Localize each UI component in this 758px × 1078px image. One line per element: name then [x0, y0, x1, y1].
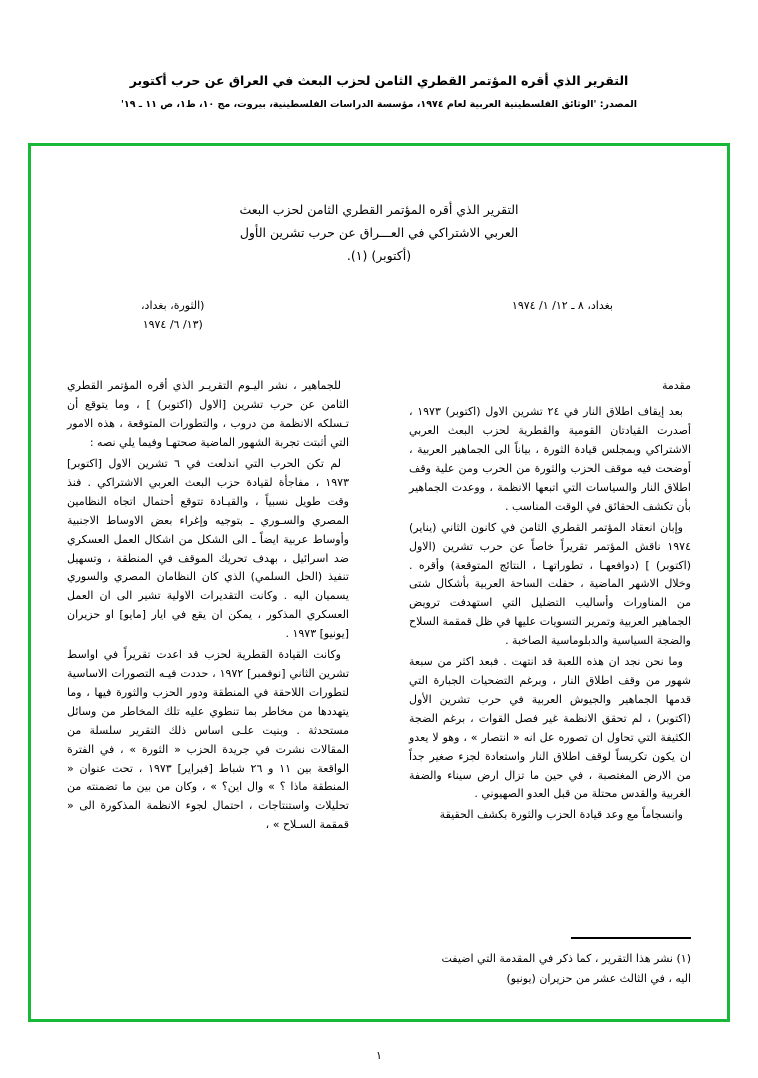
article-title-line-2: العربي الاشتراكي في العـــراق عن حرب تشرين الأول [239, 225, 519, 241]
byline-line-2: (١٣/ ٦/ ١٩٧٤ [142, 318, 203, 332]
article-title [229, 198, 529, 267]
frame-content [31, 146, 727, 1019]
paragraph: لم تكن الحرب التي اندلعت في ٦ تشرين الاول [اكتوبر] ١٩٧٣ ، مفاجأة لقيادة حزب البعث العربي الاشتراكي . فنذ وقت طويل نسبياً ، والقيـادة تتوقع أحتمال اتجاه النظامين المصري والسـوري ـ بتوجيه وإغراء بعض الاوساط الاجنبية وأوساط عربية ايضاً ـ الى الشكل من اشكال العمل العسكري ضد اسرائيل ، بهدف تحريك الموقف في المنطقة ، وتسهيل تنفيذ (الحل السلمي) الذي كان النظامان المصري والسوري يسميان اليه . وكانت التقديرات الاولية تشير الى ان العمل العسكري المذكور ، يمكن ان يقع في ايار [مايو] او حزيران [يونيو] ١٩٧٣ . [67, 457, 349, 641]
article-place-date: بغداد، ٨ ـ ١٢/ ١/ ١٩٧٤ [511, 299, 613, 313]
document-header [0, 72, 758, 111]
byline-line-1: (الثورة، بغداد، [141, 299, 205, 313]
column-right [409, 377, 691, 837]
paragraph: وكانت القيادة القطرية لحزب قد اعدت تقريراً في اواسط تشرين الثاني [نوفمبر] ١٩٧٢ ، حددت فيـه التصورات الاساسية لتطورات اللاحقة في المنطقة ودور الحزب والثورة فيها ، وما يتهددها من مخاطر بما تنطوي عليه تلك المخاطر من وسائل مستحدثة . وبنيت علـى اساس ذلك التقرير سلسلة من المقالات نشرت في جريدة الحزب « الثورة » ، في الفترة الواقعة بين ١١ و ٢٦ شباط [فبراير] ١٩٧٣ ، تحت عنوان « المنطقة ماذا ؟ » وال اين؟ » ، وكان من بين ما تضمنته من تحليلات واستنتاجات ، احتمال لجوء الانظمة المذكورة الى « قمقمة السـلاح » ، [67, 648, 350, 832]
column-left [67, 377, 349, 837]
source-line: المصدر: 'الوثائق الفلسطينية العربية لعام ١٩٧٤، مؤسسة الدراسات الفلسطينية، بيروت، مج ١٠، ط١، ص ١١ ـ ١٩' [120, 98, 638, 110]
paragraph: وما نحن نجد ان هذه اللعبة قد انتهت . فبعد اكثر من سبعة شهور من وقف اطلاق النار ، وبرغم التضحيات الجبارة التي قدمها الجماهير والجيوش العربية في حرب تشرين الأول (اكتوبر) ، لم تحقق الانظمة غير فصل القوات ، برغم الضجة الكثيفة التي تحاول ان تصوره عل انه « انتصار » ، وهو لا يعدو ان يكون تكريساً لوقف اطلاق النار واستعادة لجزء صغير جداً من الارض المغتصبة ، في حين ما تزال ارض سيناء والضفة الغربية والقدس محتلة من قبل العدو الصهيوني . [409, 655, 691, 801]
section-heading-introduction: مقدمة [661, 379, 691, 393]
footnote-text [409, 949, 691, 989]
paragraph: بعد إيقاف اطلاق النار في ٢٤ تشرين الاول (اكتوبر) ١٩٧٣ ، أصدرت القيادتان القومية والقطرية لحزب البعث العربي الاشتراكي وبمجلس قيادة الثورة ، بياناً الى الجماهير العربية ، أوضحت فيه موقف الحزب والثورة من الحرب ومن علية وقف اطلاق النار والسياسات التي اتبعها الانظمة ، ووعدت الجماهير بأن تكشف الحقائق في الوقت المناسب . [409, 405, 691, 513]
footnote-line-1: (١) نشر هذا التقرير ، كما ذكر في المقدمة التي اضيفت [441, 952, 691, 966]
article-title-line-3: (أكتوبر) (١). [346, 248, 412, 264]
page-title: التقرير الذي أقره المؤتمر القطري الثامن لحزب البعث في العراق عن حرب أكتوبر [129, 73, 629, 88]
article-title-line-1: التقرير الذي أقره المؤتمر القطري الثامن لحزب البعث [239, 202, 519, 217]
paragraph: وانسجاماً مع وعد قيادة الحزب والثورة بكشف الحقيقة [439, 808, 683, 822]
footnote-line-2: اليه ، في الثالث عشر من حزيران (يونيو) [506, 972, 691, 986]
page-number: ١ [376, 1049, 382, 1062]
paragraph: وإبان انعقاد المؤتمر القطري الثامن في كانون الثاني (يناير) ١٩٧٤ ناقش المؤتمر تقريراً خاصاً عن حرب تشرين (الاول (اكتوبر) ] (دوافعهـا ، تطوراتهـا ، النتائج المتوقعة) وأقره . وخلال الاشهر الماضية ، حفلت الساحة العربية بأشكال شتى من المناورات وأساليب التضليل التي استهدفت ترويض الجماهير العربية وتمرير التسويات عليها في ظل قمقمة السلاح والضجة السياسية والدبلوماسية الصاخبة . [409, 520, 691, 648]
footnote [409, 937, 691, 989]
body-columns [67, 377, 691, 837]
article-meta [67, 297, 691, 343]
footnote-divider [571, 937, 691, 939]
paragraph: للجماهير ، نشر اليـوم التقريـر الذي أقره المؤتمر القطري الثامن عن حرب تشرين [الاول (اكتوبر) ] ، وما يتوقع أن تـسلكه الانظمة من دروب ، والتطورات المتوقعة ، هذه الامور التي أثبتت تجربة الشهور الماضية صحتهـا وفيما يلي نصه : [67, 379, 349, 450]
green-frame-border [28, 143, 730, 1022]
article-byline [141, 297, 204, 334]
